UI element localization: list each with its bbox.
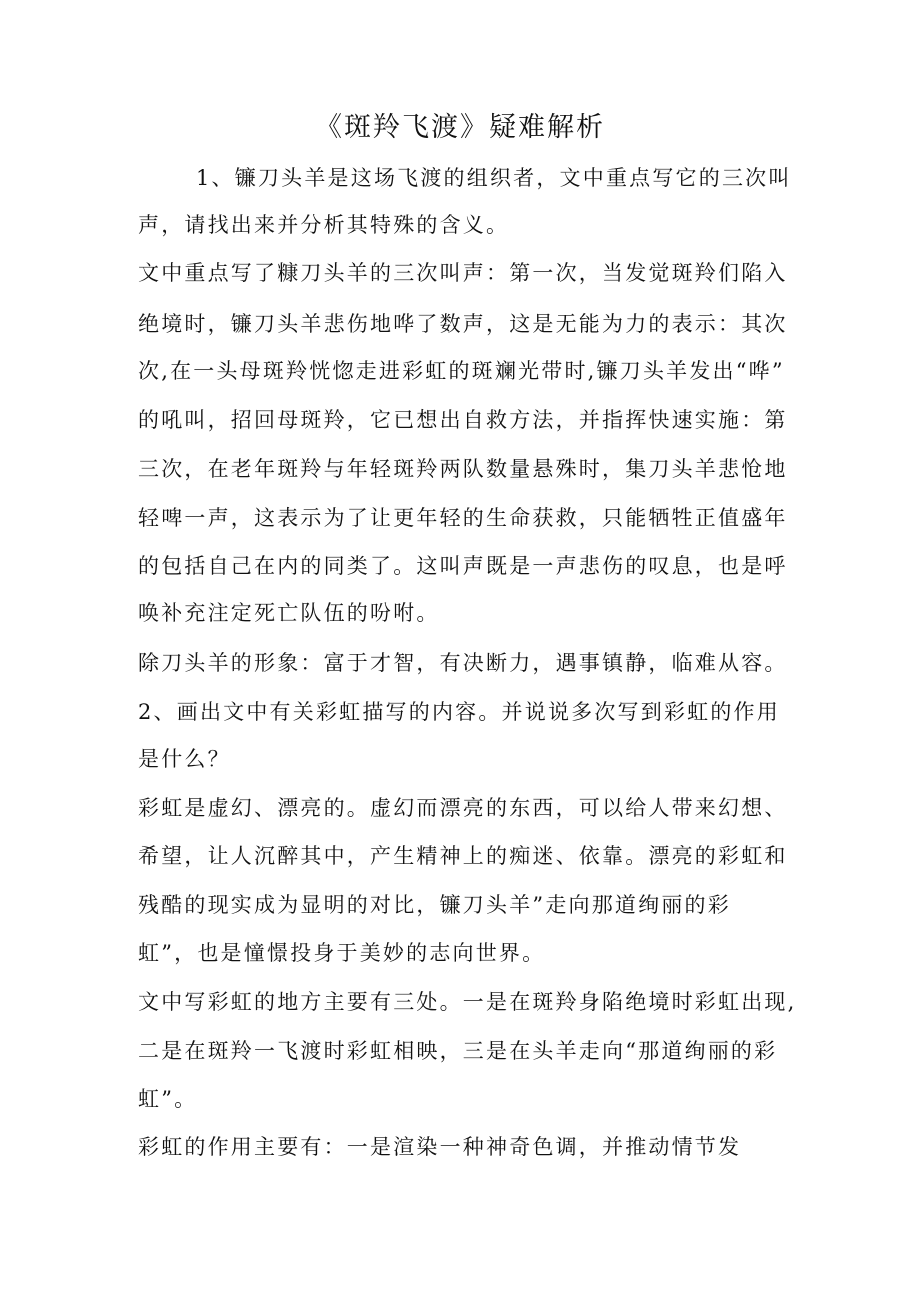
answer-2-line-1: 彩虹是虚幻、漂亮的。虚幻而漂亮的东西，可以给人带来幻想、 (138, 796, 788, 820)
answer-2-line-7: 虹”。 (138, 1087, 198, 1111)
answer-2-line-8: 彩虹的作用主要有：一是渲染一种神奇色调，并推动情节发 (138, 1135, 742, 1159)
answer-2-line-2: 希望，让人沉醉其中，产生精神上的痴迷、依靠。漂亮的彩虹和 (138, 844, 788, 868)
question-1-line-1: 1、镰刀头羊是这场飞渡的组织者，文中重点写它的三次叫 (196, 166, 792, 190)
answer-1-line-3: 次,在一头母斑羚恍惚走进彩虹的斑斓光带时,镰刀头羊发出“哗” (138, 359, 785, 383)
question-1-line-2: 声，请找出来并分析其特殊的含义。 (138, 213, 510, 237)
answer-2-line-4: 虹”，也是憧憬投身于美妙的志向世界。 (138, 941, 546, 965)
answer-1-line-1: 文中重点写了糠刀头羊的三次叫声：第一次，当发觉斑羚们陷入 (138, 261, 788, 285)
document-title: 《斑羚飞渡》疑难解析 (315, 112, 605, 143)
answer-2-line-6: 二是在斑羚一飞渡时彩虹相映，三是在头羊走向“那道绚丽的彩 (138, 1039, 778, 1063)
character-summary-line: 除刀头羊的形象：富于才智，有决断力，遇事镇静，临难从容。 (138, 651, 788, 675)
answer-2-line-5: 文中写彩虹的地方主要有三处。一是在斑羚身陷绝境时彩虹出现, (138, 990, 797, 1014)
answer-1-line-8: 唤补充注定死亡队伍的吩咐。 (138, 601, 440, 625)
question-2-line-1: 2、画出文中有关彩虹描写的内容。并说说多次写到彩虹的作用 (138, 700, 780, 724)
question-2-line-2: 是什么？ (138, 747, 231, 771)
answer-1-line-6: 轻啤一声，这表示为了让更年轻的生命获救，只能牺牲正值盛年 (138, 506, 788, 530)
answer-1-line-2: 绝境时，镰刀头羊悲伤地哗了数声，这是无能为力的表示：其次 (138, 312, 788, 336)
answer-1-line-7: 的包括自己在内的同类了。这叫声既是一声悲伤的叹息，也是呼 (138, 554, 788, 578)
answer-1-line-5: 三次，在老年斑羚与年轻斑羚两队数量悬殊时，集刀头羊悲怆地 (138, 457, 788, 481)
answer-1-line-4: 的吼叫，招回母斑羚，它已想出自救方法，并指挥快速实施：第 (138, 408, 788, 432)
answer-2-line-3: 残酷的现实成为显明的对比，镰刀头羊”走向那道绚丽的彩 (138, 893, 731, 917)
